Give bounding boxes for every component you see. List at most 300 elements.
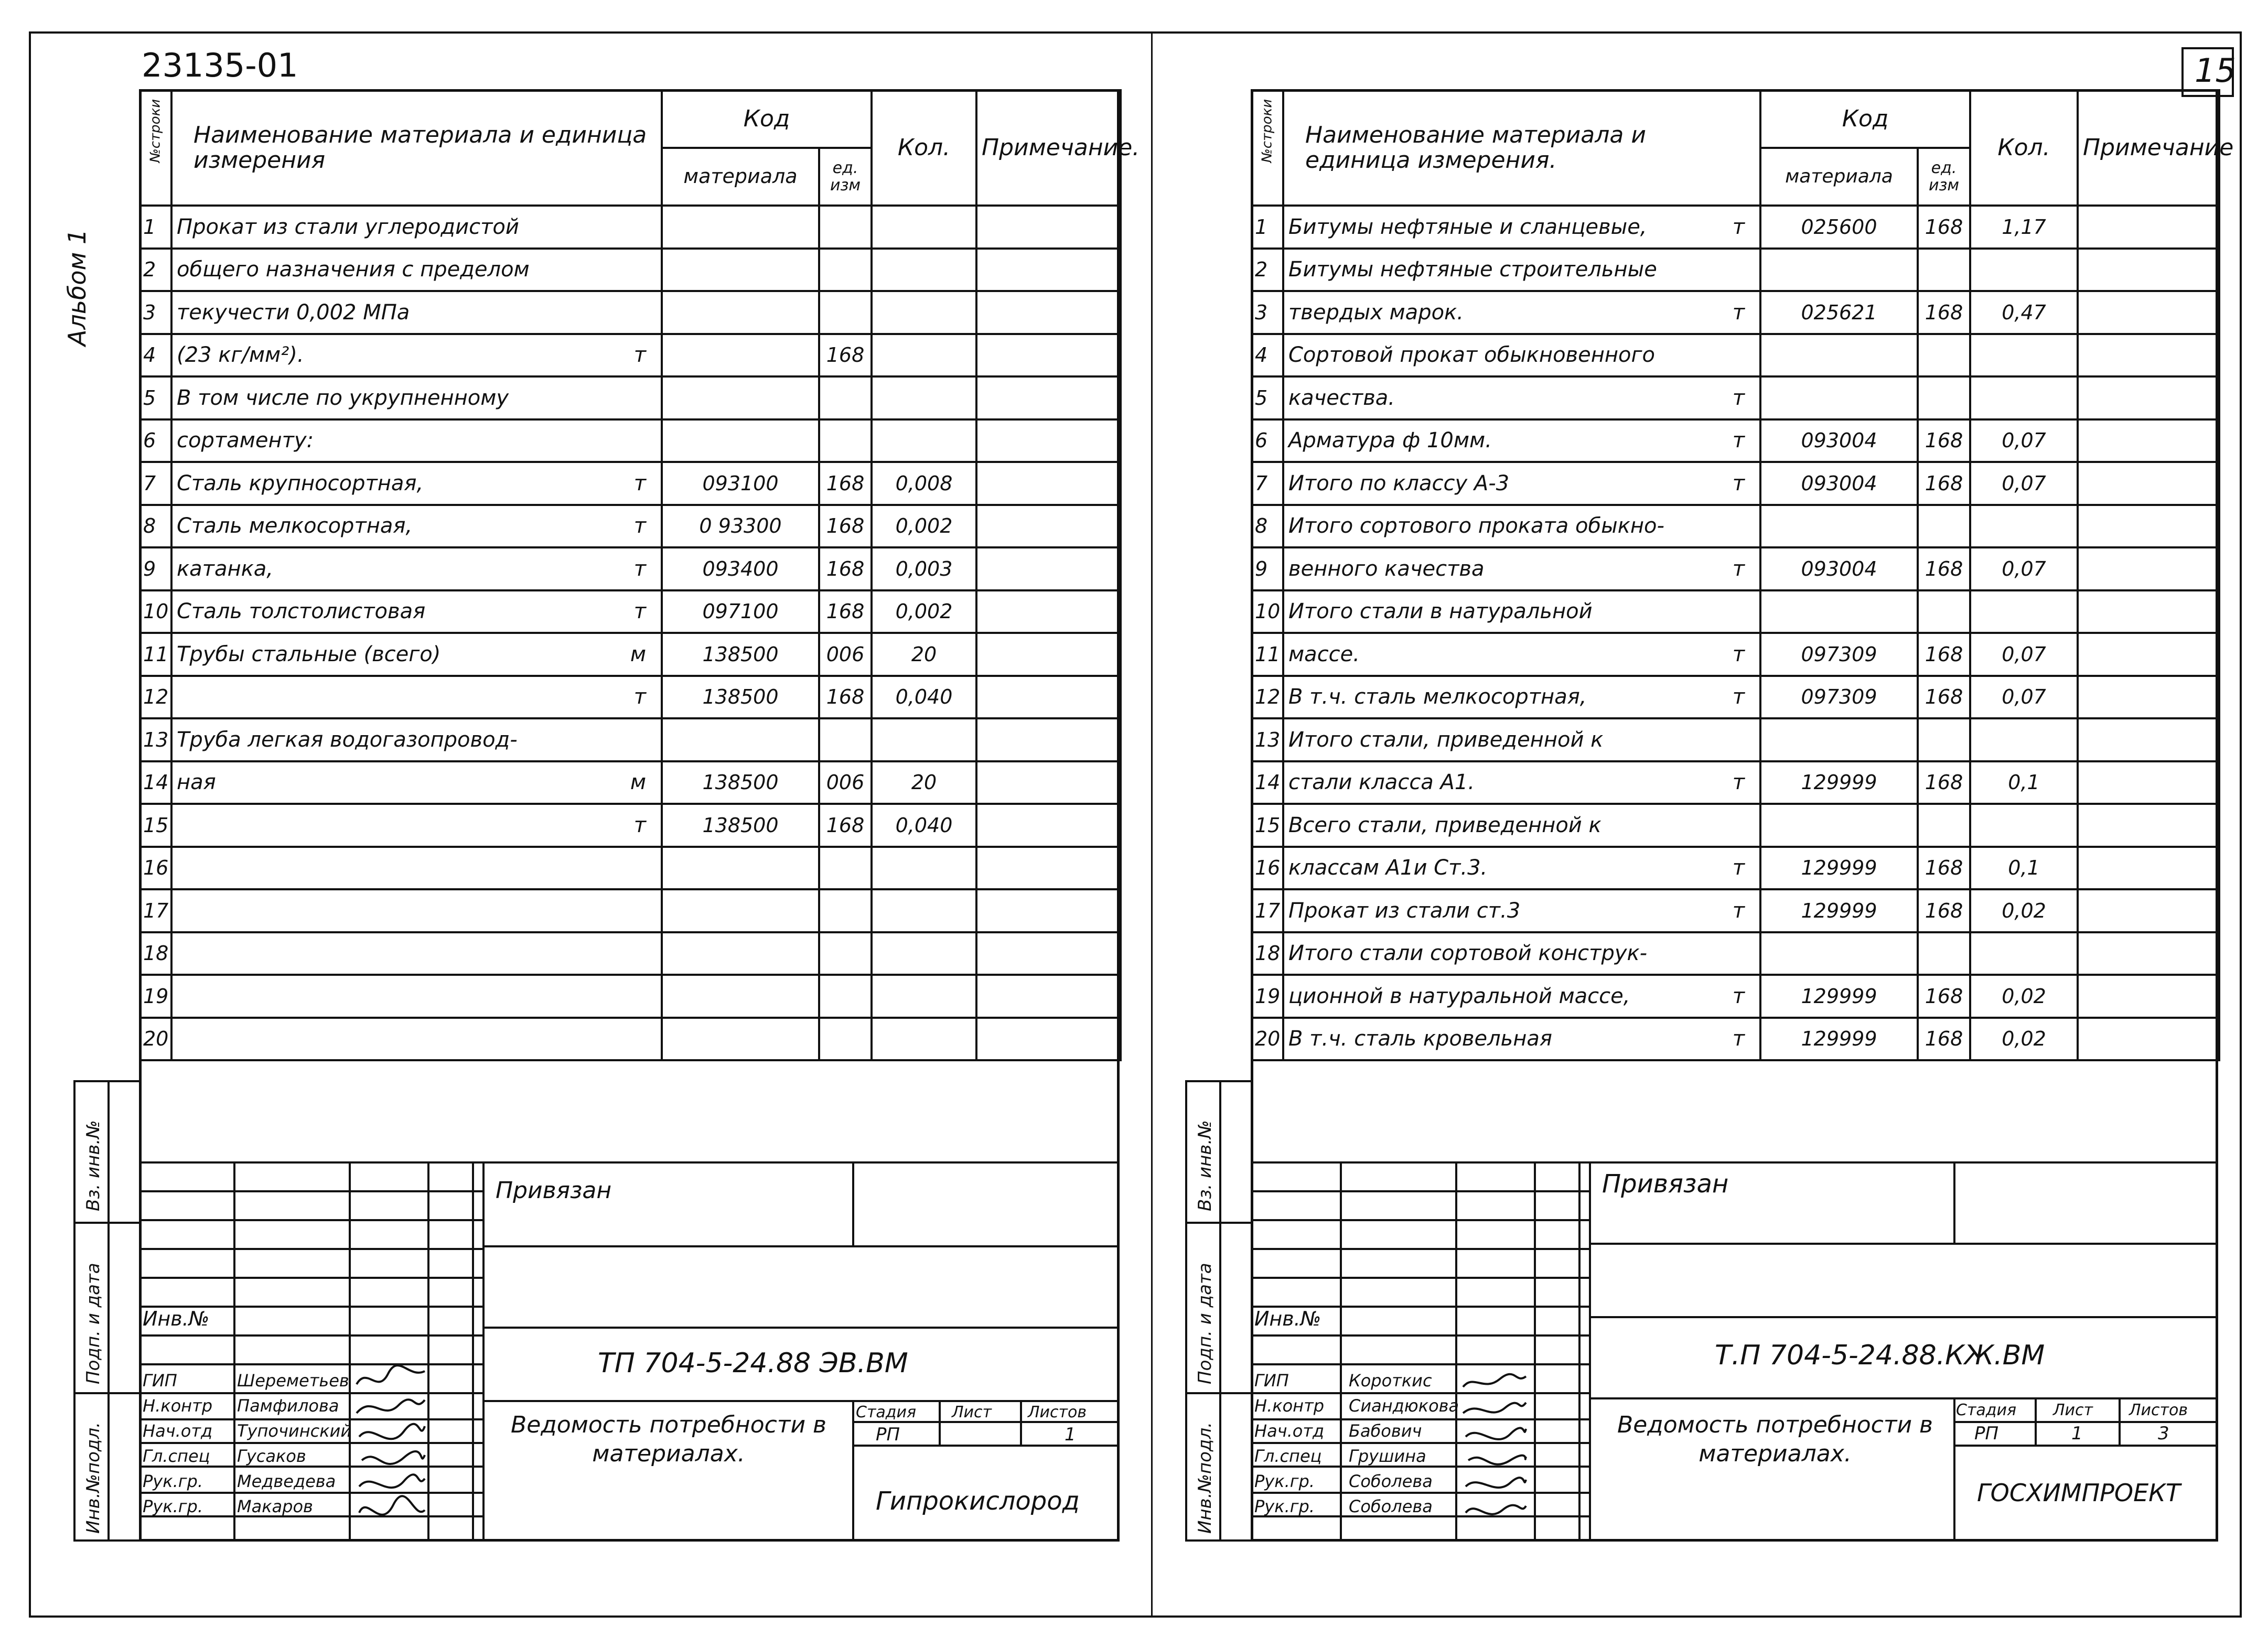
material-code <box>1760 376 1918 419</box>
material-code <box>1760 804 1918 847</box>
row-number: 2 <box>1252 249 1283 292</box>
material-name-cell <box>171 1018 662 1061</box>
material-name: Сталь толстолистовая <box>177 599 426 624</box>
material-unit: т <box>633 685 646 709</box>
note-cell <box>976 975 1121 1018</box>
side-podp: Подп. и дата <box>83 1263 104 1384</box>
material-code: 025621 <box>1760 291 1918 334</box>
right-header-qty: Кол. <box>1970 90 2078 206</box>
material-code <box>1760 505 1918 548</box>
row-number: 19 <box>1252 975 1283 1018</box>
material-code: 025600 <box>1760 206 1918 249</box>
row-number: 12 <box>140 676 171 719</box>
unit-code: 168 <box>819 334 872 377</box>
material-code <box>662 291 819 334</box>
material-name: Итого по классу А-3 <box>1288 471 1510 496</box>
table-row <box>140 889 1121 932</box>
material-code <box>1760 249 1918 292</box>
note-cell <box>976 206 1121 249</box>
material-code <box>1760 334 1918 377</box>
note-cell <box>976 462 1121 505</box>
row-number: 13 <box>1252 718 1283 761</box>
row-number: 8 <box>140 505 171 548</box>
left-privyazan: Привязан <box>496 1177 612 1204</box>
table-row <box>140 462 1121 505</box>
material-name: Сталь мелкосортная, <box>177 514 413 538</box>
row-number: 20 <box>140 1018 171 1061</box>
table-row <box>1252 590 2219 633</box>
material-name-cell <box>1283 249 1760 292</box>
unit-code: 168 <box>1918 419 1970 462</box>
note-cell <box>976 1018 1121 1061</box>
table-row <box>1252 633 2219 676</box>
material-name: Труба легкая водогазопровод- <box>177 727 518 752</box>
note-cell <box>976 633 1121 676</box>
table-row <box>1252 847 2219 890</box>
material-unit: т <box>1732 898 1745 923</box>
material-unit: т <box>1732 984 1745 1008</box>
row-number: 8 <box>1252 505 1283 548</box>
material-name: Итого стали, приведенной к <box>1288 727 1604 752</box>
left-inv-no: Инв.№ <box>143 1307 210 1330</box>
sheet-number: 15 <box>2195 51 2236 90</box>
material-name-cell <box>1283 590 1760 633</box>
quantity <box>1970 249 2078 292</box>
unit-code: 168 <box>1918 761 1970 804</box>
quantity: 0,040 <box>872 676 976 719</box>
material-code <box>662 889 819 932</box>
material-code: 138500 <box>662 761 819 804</box>
note-cell <box>2078 249 2219 292</box>
row-number: 6 <box>140 419 171 462</box>
staff-role: Рук.гр. <box>143 1471 203 1491</box>
table-row <box>1252 889 2219 932</box>
note-cell <box>976 676 1121 719</box>
material-code: 138500 <box>662 804 819 847</box>
material-name-cell <box>1283 206 1760 249</box>
staff-name: Бабович <box>1349 1421 1422 1441</box>
note-cell <box>2078 419 2219 462</box>
material-name: Итого сортового проката обыкно- <box>1288 514 1664 538</box>
note-cell <box>976 505 1121 548</box>
right-stage: РП <box>1974 1423 1999 1444</box>
material-code: 129999 <box>1760 847 1918 890</box>
table-row <box>140 975 1121 1018</box>
unit-code <box>1918 804 1970 847</box>
material-unit: т <box>1732 428 1745 453</box>
material-name-cell <box>171 505 662 548</box>
material-code: 097309 <box>1760 676 1918 719</box>
table-row <box>140 676 1121 719</box>
table-row <box>1252 376 2219 419</box>
left-sheets: 1 <box>1065 1424 1076 1445</box>
right-header-code-material: материала <box>1760 148 1918 206</box>
unit-code: 006 <box>819 761 872 804</box>
material-unit: м <box>630 770 646 795</box>
note-cell <box>976 718 1121 761</box>
note-cell <box>2078 676 2219 719</box>
material-unit: т <box>633 471 646 496</box>
note-cell <box>976 590 1121 633</box>
note-cell <box>2078 590 2219 633</box>
material-unit: т <box>1732 556 1745 581</box>
material-name-cell <box>171 975 662 1018</box>
unit-code <box>819 291 872 334</box>
table-row <box>140 761 1121 804</box>
quantity <box>1970 505 2078 548</box>
material-name-cell <box>171 847 662 890</box>
unit-code <box>819 847 872 890</box>
note-cell <box>2078 206 2219 249</box>
material-name: текучести 0,002 МПа <box>177 300 410 325</box>
note-cell <box>976 249 1121 292</box>
material-name-cell <box>1283 847 1760 890</box>
unit-code <box>819 206 872 249</box>
material-unit: т <box>633 343 646 368</box>
right-doc-title: Ведомость потребности в материалах. <box>1617 1412 1933 1467</box>
material-name: Итого стали сортовой конструк- <box>1288 941 1648 966</box>
row-number: 14 <box>1252 761 1283 804</box>
quantity: 0,07 <box>1970 633 2078 676</box>
right-header-code: Код <box>1760 90 1970 148</box>
row-number: 18 <box>1252 932 1283 975</box>
row-number: 15 <box>140 804 171 847</box>
material-name: классам А1и Ст.3. <box>1288 856 1488 880</box>
material-name: катанка, <box>177 556 274 581</box>
table-row <box>140 334 1121 377</box>
unit-code <box>1918 505 1970 548</box>
material-code <box>662 975 819 1018</box>
left-materials-table <box>139 89 1140 1061</box>
material-name-cell <box>1283 804 1760 847</box>
material-code: 129999 <box>1760 1018 1918 1061</box>
note-cell <box>2078 633 2219 676</box>
quantity <box>872 975 976 1018</box>
note-cell <box>2078 547 2219 590</box>
right-header-code-unit: ед. изм <box>1918 148 1970 206</box>
material-name-cell <box>1283 505 1760 548</box>
material-name: Трубы стальные (всего) <box>177 642 441 666</box>
right-sheet-label: Лист <box>2053 1401 2093 1419</box>
material-name: Битумы нефтяные строительные <box>1288 257 1657 282</box>
table-row <box>140 633 1121 676</box>
note-cell <box>976 847 1121 890</box>
left-sheets-label: Листов <box>1028 1403 1087 1421</box>
quantity: 0,07 <box>1970 547 2078 590</box>
material-name: В том числе по укрупненному <box>177 385 509 410</box>
quantity <box>1970 804 2078 847</box>
unit-code <box>1918 932 1970 975</box>
note-cell <box>2078 1018 2219 1061</box>
row-number: 17 <box>1252 889 1283 932</box>
right-sheet: 1 <box>2071 1423 2083 1444</box>
quantity <box>872 291 976 334</box>
material-name: ционной в натуральной массе, <box>1288 984 1630 1008</box>
material-code: 097100 <box>662 590 819 633</box>
material-name: общего назначения с пределом <box>177 257 530 282</box>
right-header-name: Наименование материала и единица измерения. <box>1283 90 1760 206</box>
note-cell <box>976 889 1121 932</box>
quantity: 20 <box>872 633 976 676</box>
table-row <box>140 547 1121 590</box>
unit-code <box>1918 590 1970 633</box>
table-row <box>1252 334 2219 377</box>
quantity <box>872 206 976 249</box>
quantity: 20 <box>872 761 976 804</box>
right-org: ГОСХИМПРОЕКТ <box>1977 1479 2180 1507</box>
unit-code <box>1918 249 1970 292</box>
note-cell <box>976 419 1121 462</box>
table-row <box>140 1018 1121 1061</box>
material-name-cell <box>1283 761 1760 804</box>
material-unit: т <box>633 813 646 837</box>
staff-role: Рук.гр. <box>1254 1471 1315 1491</box>
header-row-no: №строки <box>140 90 171 206</box>
material-name: Итого стали в натуральной <box>1288 599 1593 624</box>
row-number: 9 <box>1252 547 1283 590</box>
table-row <box>140 847 1121 890</box>
material-code <box>662 847 819 890</box>
quantity: 0,002 <box>872 590 976 633</box>
material-name-cell <box>171 206 662 249</box>
quantity <box>872 932 976 975</box>
note-cell <box>976 804 1121 847</box>
staff-name: Соболева <box>1349 1471 1433 1491</box>
right-header-note: Примечание <box>2078 90 2219 206</box>
material-code: 129999 <box>1760 889 1918 932</box>
row-number: 10 <box>1252 590 1283 633</box>
row-number: 11 <box>140 633 171 676</box>
quantity: 1,17 <box>1970 206 2078 249</box>
table-row <box>1252 547 2219 590</box>
staff-role: Рук.гр. <box>143 1496 203 1516</box>
material-name-cell <box>171 761 662 804</box>
right-side-inv-podl: Инв.№подл. <box>1195 1422 1216 1534</box>
unit-code: 168 <box>819 505 872 548</box>
material-name: твердых марок. <box>1288 300 1464 325</box>
material-code <box>662 206 819 249</box>
row-number: 5 <box>140 376 171 419</box>
table-row <box>140 249 1121 292</box>
table-row <box>140 718 1121 761</box>
material-unit: т <box>1732 385 1745 410</box>
header-code: Код <box>662 90 872 148</box>
staff-name: Макаров <box>237 1496 313 1516</box>
quantity: 0,008 <box>872 462 976 505</box>
note-cell <box>976 334 1121 377</box>
unit-code <box>819 718 872 761</box>
material-unit: т <box>633 599 646 624</box>
center-fold <box>1151 31 1153 1618</box>
staff-role: Гл.спец <box>1254 1446 1322 1466</box>
unit-code: 168 <box>1918 547 1970 590</box>
unit-code: 168 <box>1918 889 1970 932</box>
material-unit: т <box>1732 685 1745 709</box>
left-stage: РП <box>876 1424 900 1445</box>
material-name-cell <box>171 804 662 847</box>
material-name-cell <box>171 334 662 377</box>
material-name-cell <box>1283 889 1760 932</box>
table-row <box>140 804 1121 847</box>
right-side-vz-inv: Вз. инв.№ <box>1195 1120 1216 1211</box>
row-number: 4 <box>140 334 171 377</box>
right-privyazan: Привязан <box>1602 1169 1729 1199</box>
material-code: 093004 <box>1760 419 1918 462</box>
material-code <box>662 376 819 419</box>
quantity <box>872 1018 976 1061</box>
quantity <box>1970 718 2078 761</box>
right-materials-table <box>1251 89 2234 1061</box>
unit-code: 168 <box>1918 291 1970 334</box>
right-side-podp: Подп. и дата <box>1195 1263 1216 1384</box>
side-inv-podl: Инв.№подл. <box>83 1422 104 1534</box>
material-name-cell <box>1283 718 1760 761</box>
material-unit: т <box>1732 471 1745 496</box>
row-number: 3 <box>1252 291 1283 334</box>
quantity <box>872 419 976 462</box>
quantity <box>872 847 976 890</box>
material-name-cell <box>1283 334 1760 377</box>
material-code <box>1760 718 1918 761</box>
material-unit: т <box>1732 1027 1745 1051</box>
quantity: 0,07 <box>1970 419 2078 462</box>
row-number: 19 <box>140 975 171 1018</box>
row-number: 17 <box>140 889 171 932</box>
unit-code: 168 <box>1918 1018 1970 1061</box>
material-name-cell <box>1283 932 1760 975</box>
unit-code: 168 <box>1918 975 1970 1018</box>
note-cell <box>2078 889 2219 932</box>
material-code <box>1760 932 1918 975</box>
material-name-cell <box>171 291 662 334</box>
row-number: 6 <box>1252 419 1283 462</box>
header-note: Примечание. <box>976 90 1121 206</box>
table-row <box>1252 249 2219 292</box>
table-row <box>1252 676 2219 719</box>
table-row <box>1252 206 2219 249</box>
quantity: 0,47 <box>1970 291 2078 334</box>
material-code: 093400 <box>662 547 819 590</box>
right-sheets-label: Листов <box>2129 1401 2188 1419</box>
material-unit: т <box>1732 214 1745 239</box>
header-qty: Кол. <box>872 90 976 206</box>
unit-code: 168 <box>1918 462 1970 505</box>
material-code <box>662 334 819 377</box>
unit-code <box>819 419 872 462</box>
row-number: 12 <box>1252 676 1283 719</box>
row-number: 16 <box>140 847 171 890</box>
row-number: 9 <box>140 547 171 590</box>
material-code: 138500 <box>662 633 819 676</box>
row-number: 3 <box>140 291 171 334</box>
material-name-cell <box>1283 291 1760 334</box>
material-name: ная <box>177 770 216 795</box>
quantity <box>872 376 976 419</box>
material-name: В т.ч. сталь мелкосортная, <box>1288 685 1587 709</box>
quantity <box>872 718 976 761</box>
material-name-cell <box>171 676 662 719</box>
unit-code: 168 <box>819 462 872 505</box>
row-number: 7 <box>1252 462 1283 505</box>
material-name: венного качества <box>1288 556 1485 581</box>
material-name-cell <box>1283 376 1760 419</box>
material-name-cell <box>1283 419 1760 462</box>
staff-name: Сиандюкова <box>1349 1396 1459 1416</box>
quantity <box>1970 334 2078 377</box>
material-code: 129999 <box>1760 761 1918 804</box>
quantity: 0,040 <box>872 804 976 847</box>
unit-code: 006 <box>819 633 872 676</box>
material-name: сортаменту: <box>177 428 314 453</box>
row-number: 13 <box>140 718 171 761</box>
material-code: 093004 <box>1760 462 1918 505</box>
quantity: 0,1 <box>1970 761 2078 804</box>
quantity <box>1970 932 2078 975</box>
quantity <box>872 889 976 932</box>
material-name-cell <box>171 590 662 633</box>
material-name: массе. <box>1288 642 1360 666</box>
unit-code <box>1918 334 1970 377</box>
material-name: стали класса А1. <box>1288 770 1475 795</box>
right-sheets: 3 <box>2158 1423 2169 1444</box>
note-cell <box>2078 376 2219 419</box>
material-code <box>662 419 819 462</box>
header-code-material: материала <box>662 148 819 206</box>
note-cell <box>2078 334 2219 377</box>
table-row <box>1252 505 2219 548</box>
note-cell <box>976 761 1121 804</box>
left-stage-label: Стадия <box>856 1403 917 1421</box>
row-number: 18 <box>140 932 171 975</box>
material-unit: т <box>1732 300 1745 325</box>
material-code: 097309 <box>1760 633 1918 676</box>
note-cell <box>2078 462 2219 505</box>
table-row <box>1252 932 2219 975</box>
unit-code <box>819 1018 872 1061</box>
unit-code <box>819 889 872 932</box>
unit-code: 168 <box>819 547 872 590</box>
staff-name: Соболева <box>1349 1496 1433 1516</box>
material-name: Сталь крупносортная, <box>177 471 424 496</box>
row-number: 10 <box>140 590 171 633</box>
table-row <box>1252 761 2219 804</box>
right-signatures <box>1458 1363 1531 1542</box>
doc-id: 23135-01 <box>142 46 298 84</box>
note-cell <box>2078 505 2219 548</box>
material-name-cell <box>171 547 662 590</box>
material-name-cell <box>171 419 662 462</box>
table-row <box>140 505 1121 548</box>
note-cell <box>976 932 1121 975</box>
quantity <box>872 249 976 292</box>
row-number: 20 <box>1252 1018 1283 1061</box>
staff-name: Тупочинский <box>237 1421 352 1441</box>
material-code: 0 93300 <box>662 505 819 548</box>
left-table-body <box>140 206 1121 1060</box>
material-name: Битумы нефтяные и сланцевые, <box>1288 214 1647 239</box>
material-name: Прокат из стали ст.3 <box>1288 898 1521 923</box>
material-name-cell <box>1283 547 1760 590</box>
note-cell <box>976 291 1121 334</box>
left-signatures <box>351 1363 430 1542</box>
table-row <box>1252 718 2219 761</box>
unit-code <box>1918 376 1970 419</box>
material-unit: м <box>630 642 646 666</box>
staff-role: Рук.гр. <box>1254 1496 1315 1516</box>
table-row <box>1252 462 2219 505</box>
note-cell <box>976 376 1121 419</box>
row-number: 14 <box>140 761 171 804</box>
